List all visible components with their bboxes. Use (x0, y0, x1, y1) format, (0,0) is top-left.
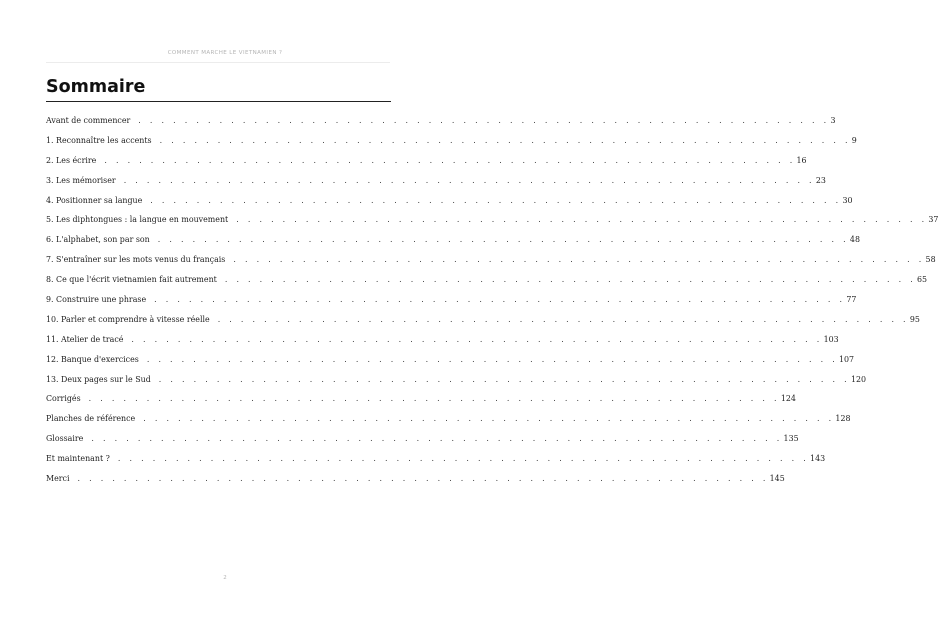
dot-leader: . . . . . . . . . . . . . . . . . . . . . . . . . . . . . . . . . . . . . . . . . . . . . . . . . . . . . . . . . . . . (77, 474, 769, 484)
toc-entry-title: Corrigés (46, 394, 81, 404)
toc-entry-page-number: 58 (925, 255, 936, 265)
toc-entry-title: 11. Atelier de tracé (46, 334, 124, 344)
page-title: Sommaire (46, 77, 146, 97)
toc-entry-title: 8. Ce que l'écrit vietnamien fait autrement (46, 275, 217, 285)
dot-leader: . . . . . . . . . . . . . . . . . . . . . . . . . . . . . . . . . . . . . . . . . . . . . . . . . . . . . . . . . . . . (88, 394, 780, 404)
toc-entry-page-number: 95 (909, 314, 920, 324)
toc-entry-title: 7. S'entraîner sur les mots venus du français (46, 255, 226, 265)
toc-entry-page-number: 77 (846, 295, 857, 305)
toc-entry-page-number: 124 (780, 394, 796, 404)
dot-leader: . . . . . . . . . . . . . . . . . . . . . . . . . . . . . . . . . . . . . . . . . . . . . . . . . . . . . . . . . . . . (217, 314, 909, 324)
toc-entry-title: Et maintenant ? (46, 454, 110, 464)
toc-entry-title: 2. Les écrire (46, 155, 97, 165)
dot-leader: . . . . . . . . . . . . . . . . . . . . . . . . . . . . . . . . . . . . . . . . . . . . . . . . . . . . . . . . . . . . (233, 255, 925, 265)
toc-entry[interactable] (46, 469, 785, 489)
toc-entry-page-number: 135 (783, 434, 799, 444)
dot-leader: . . . . . . . . . . . . . . . . . . . . . . . . . . . . . . . . . . . . . . . . . . . . . . . . . . . . . . . . . . . . (138, 116, 830, 125)
toc-entry-title: 4. Positionner sa langue (46, 195, 143, 205)
dot-leader: . . . . . . . . . . . . . . . . . . . . . . . . . . . . . . . . . . . . . . . . . . . . . . . . . . . . . . . . . . . . (157, 235, 849, 245)
dot-leader: . . . . . . . . . . . . . . . . . . . . . . . . . . . . . . . . . . . . . . . . . . . . . . . . . . . . . . . . . . . . (159, 135, 851, 145)
toc-entry-title: 13. Deux pages sur le Sud (46, 374, 151, 384)
toc-entry-page-number: 65 (917, 275, 928, 285)
dot-leader: . . . . . . . . . . . . . . . . . . . . . . . . . . . . . . . . . . . . . . . . . . . . . . . . . . . . . . . . . . . . (104, 155, 796, 165)
dot-leader: . . . . . . . . . . . . . . . . . . . . . . . . . . . . . . . . . . . . . . . . . . . . . . . . . . . . . . . . . . . . (91, 434, 783, 444)
toc-entry-title: Planches de référence (46, 414, 136, 424)
toc-entry[interactable] (46, 191, 853, 211)
header-divider (46, 62, 390, 63)
dot-leader: . . . . . . . . . . . . . . . . . . . . . . . . . . . . . . . . . . . . . . . . . . . . . . . . . . . . . . . . . . . . (236, 215, 928, 225)
toc-entry[interactable] (46, 449, 826, 469)
toc-entry[interactable] (46, 111, 836, 131)
toc-entry-page-number: 128 (835, 414, 851, 424)
dot-leader: . . . . . . . . . . . . . . . . . . . . . . . . . . . . . . . . . . . . . . . . . . . . . . . . . . . . . . . . . . . . (143, 414, 835, 424)
toc-entry[interactable] (46, 409, 851, 429)
toc-entry-title: 3. Les mémoriser (46, 175, 116, 185)
dot-leader: . . . . . . . . . . . . . . . . . . . . . . . . . . . . . . . . . . . . . . . . . . . . . . . . . . . . . . . . . . . . (146, 354, 839, 364)
toc-entry-title: 9. Construire une phrase (46, 295, 147, 305)
toc-entry[interactable] (46, 290, 857, 310)
toc-entry-title: 10. Parler et comprendre à vitesse réelle (46, 314, 210, 324)
toc-entry[interactable] (46, 310, 920, 330)
toc-entry-page-number: 23 (815, 175, 826, 185)
toc-entry[interactable] (46, 350, 855, 370)
page-number: 2 (223, 575, 227, 581)
dot-leader: . . . . . . . . . . . . . . . . . . . . . . . . . . . . . . . . . . . . . . . . . . . . . . . . . . . . . . . . . . . . (224, 275, 917, 285)
toc-entry[interactable] (46, 131, 857, 151)
toc-entry[interactable] (46, 171, 826, 191)
dot-leader: . . . . . . . . . . . . . . . . . . . . . . . . . . . . . . . . . . . . . . . . . . . . . . . . . . . . . . . . . . . . (123, 175, 815, 185)
toc-entry-title: 1. Reconnaître les accents (46, 135, 152, 145)
toc-entry-page-number: 30 (842, 195, 853, 205)
dot-leader: . . . . . . . . . . . . . . . . . . . . . . . . . . . . . . . . . . . . . . . . . . . . . . . . . . . . . . . . . . . . (117, 454, 810, 464)
toc-entry-page-number: 143 (810, 454, 826, 464)
toc-entry-page-number: 37 (928, 215, 938, 225)
toc-entry-page-number: 16 (796, 155, 807, 165)
toc-entry-title: 12. Banque d'exercices (46, 354, 139, 364)
dot-leader: . . . . . . . . . . . . . . . . . . . . . . . . . . . . . . . . . . . . . . . . . . . . . . . . . . . . . . . . . . . . (154, 295, 846, 305)
running-header: COMMENT MARCHE LE VIETNAMIEN ? (167, 50, 283, 56)
toc-entry-page-number: 120 (850, 374, 867, 384)
toc-entry[interactable] (46, 250, 936, 270)
toc-entry[interactable] (46, 330, 839, 350)
toc-entry-page-number: 107 (839, 354, 855, 364)
toc-entry[interactable] (46, 230, 860, 250)
toc-entry-title: Merci (46, 474, 70, 484)
dot-leader: . . . . . . . . . . . . . . . . . . . . . . . . . . . . . . . . . . . . . . . . . . . . . . . . . . . . . . . . . . . . (131, 334, 823, 344)
dot-leader: . . . . . . . . . . . . . . . . . . . . . . . . . . . . . . . . . . . . . . . . . . . . . . . . . . . . . . . . . . . . (158, 374, 850, 384)
toc-entry[interactable] (46, 370, 867, 390)
toc-entry-title: Avant de commencer (46, 116, 131, 125)
toc-entry-title: Glossaire (46, 434, 84, 444)
toc-entry[interactable] (46, 429, 799, 449)
toc-entry-title: 6. L'alphabet, son par son (46, 235, 150, 245)
toc-entry-title: 5. Les diphtongues : la langue en mouvement (46, 215, 229, 225)
title-underline (46, 101, 391, 102)
table-of-contents (46, 111, 938, 489)
toc-entry[interactable] (46, 210, 938, 230)
toc-entry[interactable] (46, 151, 807, 171)
toc-entry[interactable] (46, 270, 928, 290)
dot-leader: . . . . . . . . . . . . . . . . . . . . . . . . . . . . . . . . . . . . . . . . . . . . . . . . . . . . . . . . . . . . (150, 195, 842, 205)
toc-entry-page-number: 48 (849, 235, 860, 245)
toc-entry-page-number: 9 (851, 135, 857, 145)
toc-entry-page-number: 145 (769, 474, 785, 484)
toc-entry[interactable] (46, 389, 796, 409)
toc-entry-page-number: 103 (823, 334, 839, 344)
toc-entry-page-number: 3 (830, 116, 836, 125)
